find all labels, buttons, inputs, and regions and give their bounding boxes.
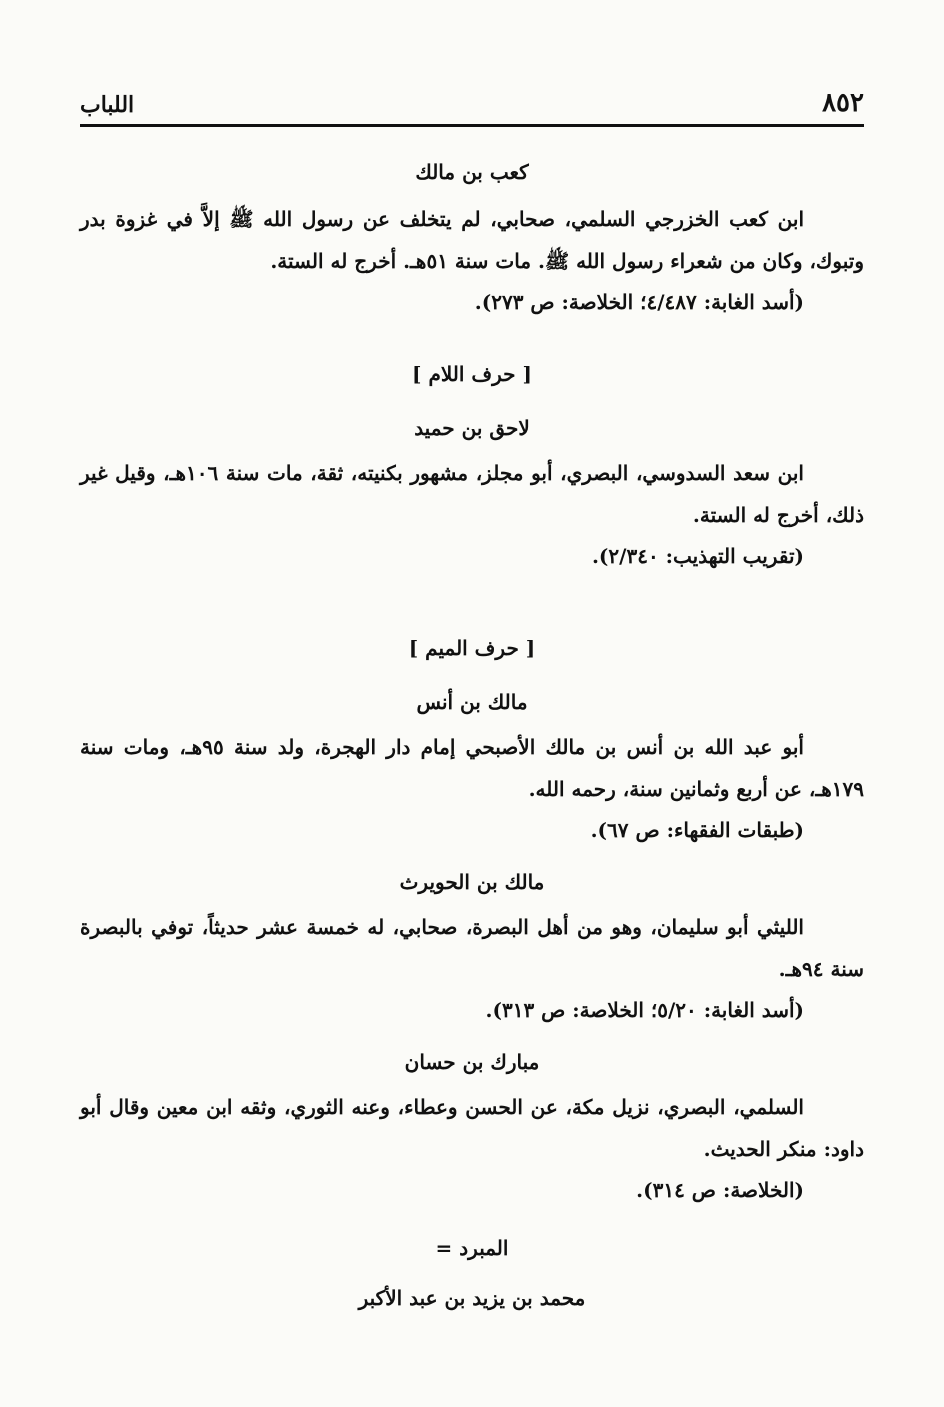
page-number: ٨٥٢ <box>822 88 864 118</box>
entry-ref-malik-huwairith: (أسد الغابة: ٥/٢٠؛ الخلاصة: ص ٣١٣). <box>485 998 804 1022</box>
page-body <box>80 148 864 1312</box>
entry-text-malik-anas: أبو عبد الله بن أنس بن مالك الأصبحي إمام دار الهجرة، ولد سنة ٩٥هـ، ومات سنة ١٧٩هـ، عن أربع وثمانين سنة، رحمه الله. <box>80 735 864 801</box>
entry-text-mubarrad: محمد بن يزيد بن عبد الأكبر <box>358 1286 586 1310</box>
running-title: اللباب <box>80 92 135 118</box>
entry-text-malik-huwairith: الليثي أبو سليمان، وهو من أهل البصرة، صحابي، له خمسة عشر حديثاً، توفي بالبصرة سنة ٩٤هـ. <box>80 915 864 981</box>
section-heading-lam: [ حرف اللام ] <box>412 362 532 386</box>
entry-text-kaab: ابن كعب الخزرجي السلمي، صحابي، لم يتخلف عن رسول الله ﷺ إلاَّ في غزوة بدر وتبوك، وكان من شعراء رسول الله ﷺ. مات سنة ٥١هـ. أخرج له الستة. <box>80 207 864 273</box>
section-heading-mim: [ حرف الميم ] <box>408 636 536 660</box>
entry-title-malik-huwairith: مالك بن الحويرث <box>399 870 545 894</box>
header-rule <box>80 124 864 127</box>
entry-ref-mubarak: (الخلاصة: ص ٣١٤). <box>636 1178 804 1202</box>
entry-title-malik-anas: مالك بن أنس <box>416 690 528 714</box>
entry-title-mubarrad: المبرد = <box>435 1236 509 1260</box>
entry-text-mubarak: السلمي، البصري، نزيل مكة، عن الحسن وعطاء، وعنه الثوري، وثقه ابن معين وقال أبو داود: منكر الحديث. <box>80 1095 864 1161</box>
page-header <box>80 84 864 118</box>
entry-title-lahiq: لاحق بن حميد <box>414 416 530 440</box>
entry-title-mubarak: مبارك بن حسان <box>404 1050 540 1074</box>
entry-ref-malik-anas: (طبقات الفقهاء: ص ٦٧). <box>590 818 804 842</box>
entry-ref-lahiq: (تقريب التهذيب: ٢/٣٤٠). <box>591 544 804 568</box>
entry-text-lahiq: ابن سعد السدوسي، البصري، أبو مجلز، مشهور بكنيته، ثقة، مات سنة ١٠٦هـ، وقيل غير ذلك، أخرج له الستة. <box>80 461 864 527</box>
entry-ref-kaab: (أسد الغابة: ٤/٤٨٧؛ الخلاصة: ص ٢٧٣). <box>474 290 804 314</box>
entry-title-kaab: كعب بن مالك <box>415 160 529 184</box>
